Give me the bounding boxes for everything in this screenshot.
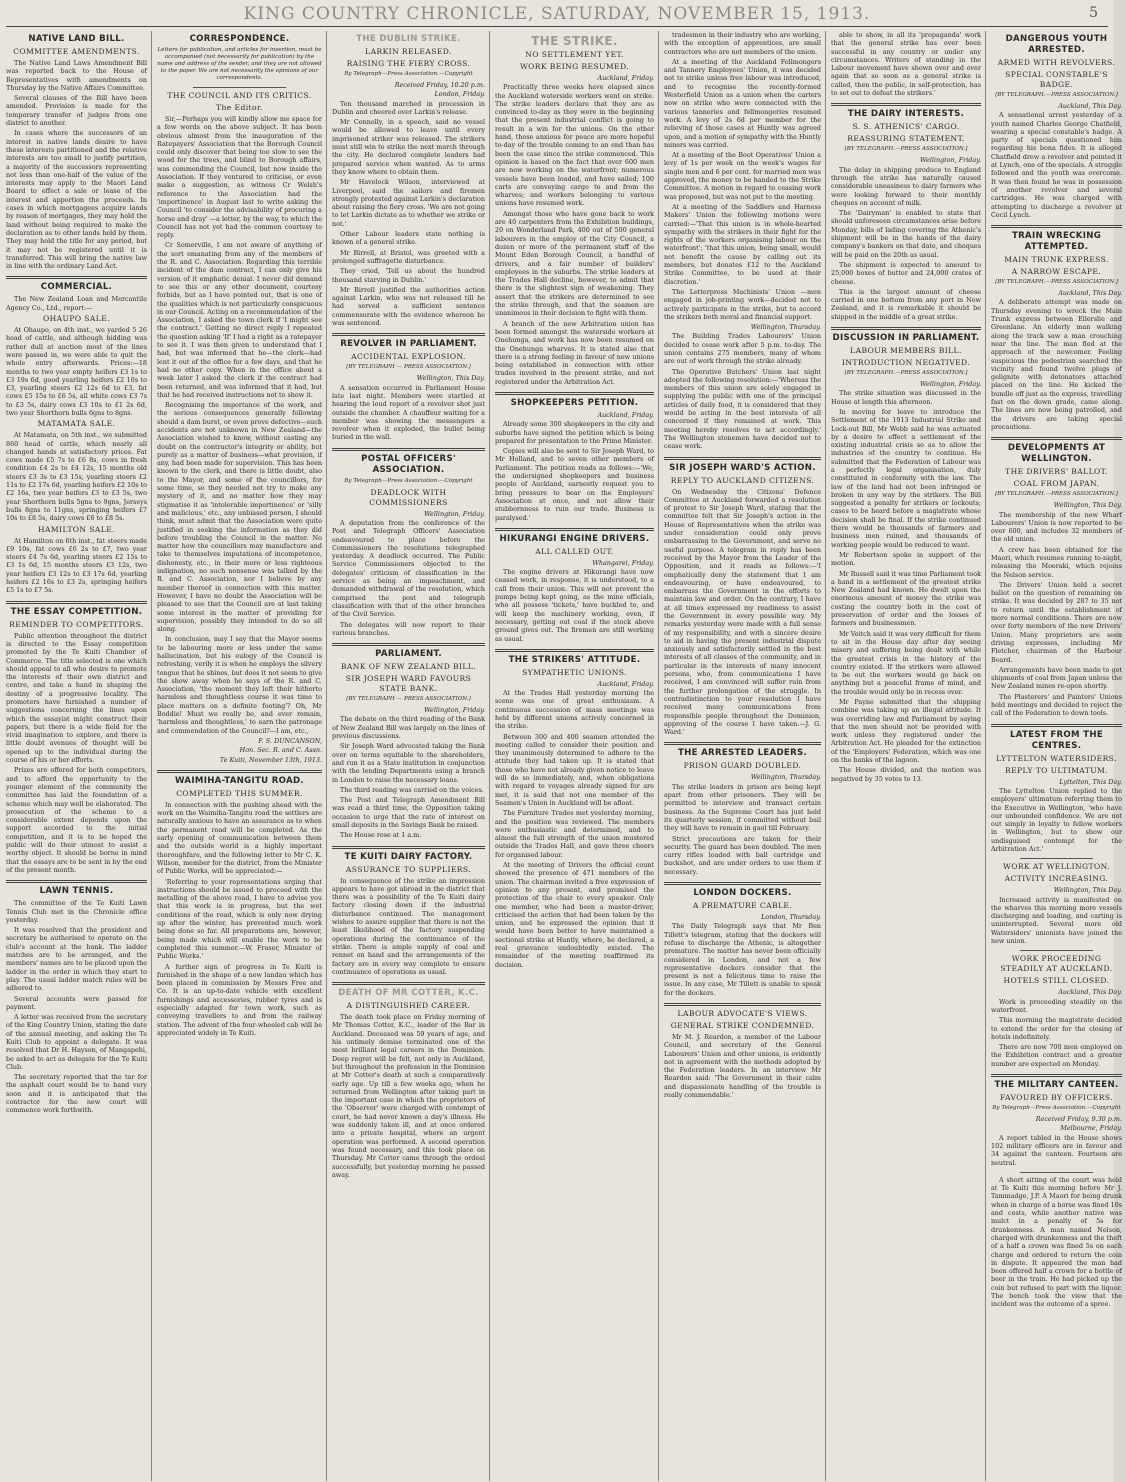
divider [495,392,654,395]
byline: [BY TELEGRAPH.—PRESS ASSOCIATION.] [995,279,1118,286]
divider [664,1003,821,1006]
paragraph: Practically three weeks have elapsed since the Auckland waterside workers went on strike. The strike leaders declare that they are as convinced to-day as they were in the beginning that the present industrial conflict is going to result in a win for the unions. On the other hand, those anxious for peace are more hopeful to-day of the trouble coming to an end than has been the case since the strike commenced. This opinion is based on the fact that over 600 men are now working on the waterfront; numerous vessels have been loaded, and have sailed; 100 carts are conveying cargo to and from the wharves; and workers belonging to various unions have resumed work. [495,83,654,208]
paragraph: Mr Robertson spoke in support of the motion. [831,550,981,568]
headline-train-wrecking: TRAIN WRECKING ATTEMPTED. [1011,231,1102,253]
paragraph: At Hamilton on 6th inst., fat steers made £9 10s, fat cows £6 2s to £7, two year steers £4 7s 6d, yearling steers £2 15s to £3 1s 6d, 15 months steers £3 12s, two year heifers £3 12s to £3 17s 6d, yearling heifers £2 16s to £3 2s, springing heifers £5 1s to £7 5s. [6,536,147,595]
paragraph: Several accounts were passed for payment. [6,994,147,1011]
dateline: Wellington, Thursday. [750,773,821,782]
subhead: THE COUNCIL AND ITS CRITICS. [167,91,312,100]
paragraph: The delay in shipping produce to England through the strike has naturally caused considerable uneasiness to dairy farmers who were looking forward to their monthly cheques on account of milk. [831,165,981,207]
dateline: Wellington, Friday. [424,706,485,715]
divider [495,528,654,531]
paragraph: Mr Birrell justified the authorities action against Larkin, who was not released till he had served a sufficient sentence commensurate with the evidence whereon he was sentenced. [332,285,485,328]
subhead: ACCIDENTAL EXPLOSION. [351,352,466,362]
subhead: SIR JOSEPH WARD FAVOURS STATE BANK. [345,674,472,694]
headline-discussion-parliament: DISCUSSION IN PARLIAMENT. [832,333,980,344]
headline-sir-joseph-ward: SIR JOSEPH WARD'S ACTION. [669,462,816,473]
column-5 [664,31,826,1481]
headline-developments-wellington: DEVELOPMENTS AT WELLINGTON. [1007,443,1106,465]
paragraph: The New Zealand Loan and Mercantile Agency Co., Ltd., report:— [6,295,147,312]
paragraph: The third reading was carried on the voices. [340,785,484,794]
paragraph: Strict precautions are taken for their security. The guard has been doubled. The men carry rifles loaded with ball cartridge and buckshot, and are under orders to use them if necessary. [664,834,821,876]
divider [332,846,485,849]
paragraph: A deliberate attempt was made on Thursday evening to wreck the Main Trunk express between Ellerslie and Greenlane. An elderly man walking along the track saw a man crouching near the line. The man fled at the approach of the newcomer. Feeling suspicious the pedestrian searched the vicinity and found twelve plugs of gelignite with detonators attached placed on the line. He kicked the bundle off just as the express, travelling fast on the down grade, came along. The lines are now being patrolled, and the drivers are taking special precautions. [991,298,1122,431]
subhead: A NARROW ESCAPE. [1011,267,1102,277]
dateline: Wellington, This Day. [416,374,485,383]
headline-the-strike: THE STRIKE. [531,34,618,48]
subhead: LARKIN RELEASED. [365,47,452,56]
paragraph: The 'Dairyman' is enabled to state that should unforeseen circumstances arise before Monday, bills of lading covering the Athenic's shipment will be in the hands of the dairy company's bankers on that date, and cheques will be paid on the 20th as usual. [831,209,981,259]
subhead: MAIN TRUNK EXPRESS. [1004,255,1109,265]
paragraph: At a meeting of the Boot Operatives' Union a levy of 1s per week on the week's wages for single men and 6 per cent. for married men was approved, the money to be handed to the Strike Committee. A motion in regard to ceasing work was proposed, but was not put to the meeting. [664,151,821,201]
subhead: ACTIVITY INCREASING. [1004,874,1109,884]
subhead: DEADLOCK WITH COMMISSIONERS [369,487,448,507]
dateline: Lyttelton, This Day. [1059,777,1122,786]
paragraph: At Ohaupo, on 4th inst., we yarded 5 26 head of cattle, and although bidding was rather dull at auction most of the lines were passed in, we were able to quit the whole entry afterwards. Prices:—18 months to two year empty heifers £3 1s to £3 19s 6d, good yearling heifers £2 10s to £3, yearling steers £2 12s 6d to £3, fat cows £5 15s to £6 5s, all white cows £3 7s to £3 5s, dairy cows £3 10s to £1 2s 6d, two year Shorthorn bulls 6gns to 8gns. [6,326,147,417]
divider [157,770,322,773]
byline: By Telegraph—Press Association.—Copyright [992,1105,1121,1112]
subhead: COAL FROM JAPAN. [1013,479,1100,489]
dateline: Auckland, This Day. [1058,988,1122,997]
subhead: PRISON GUARD DOUBLED. [683,761,802,771]
divider [6,880,147,883]
headline-latest-centres: LATEST FROM THE CENTRES. [1010,729,1103,751]
divider [1020,858,1093,859]
headline-strikers-attitude: THE STRIKERS' ATTITUDE. [508,654,641,665]
paragraph: The engine drivers at Hikurangi have now ceased work, in response, it is understood, to a call from their union. This will not prevent the pumps being kept going, as the mine officials, who all possess 'tickets,' have buckled to, and will keep the machinery working, even, if necessary, getting out coal if the stock above ground gives out. The firemen are still working as usual. [495,568,654,643]
dateline: Auckland, This Day. [1058,289,1122,298]
paragraph: The delegates will now report to their various branches. [332,620,485,637]
paragraph: Work is proceeding steadily on the waterfront. [991,997,1122,1014]
paragraph: The Letterpress Machinists' Union —men engaged in job-printing work—decided not to actively participate in the strike, but to accord the strikers both moral and financial support. [664,287,821,321]
subhead: INTRODUCTION NEGATIVED. [841,358,971,368]
divider [831,327,981,330]
subhead: COMPLETED THIS SUMMER. [176,788,303,798]
paragraph: In moving for leave to introduce the Settlement of the 1913 Industrial Strike and Lock-out Bill, Mr Webb said he was actuated by a desire to effect a settlement of the existing industrial crisis so as to allow the industries of the country to continue. He submitted that the Federation of Labour was a perfectly legal organisation, duly constituted in conformity with the law. The law of the land had not been infringed or broken in any way by the strikers. The Bill suggested a penalty for strikers or lockouts; cases to be heard before a magistrate whose decision shall be final. If the strike continued there would be thousands of farmers and business men ruined, and thousands of working people would be reduced to want. [831,407,981,549]
divider [193,87,285,88]
subhead: THE DRIVERS' BALLOT. [1005,467,1108,477]
paragraph: The strike situation was discussed in the House at length this afternoon. [831,389,981,406]
headline-military-canteen: THE MILITARY CANTEEN. [994,1080,1119,1091]
paragraph: The death took place on Friday morning of Mr Thomas Cotter, K.C., leader of the Bar in Auckland. Deceased was 59 years of age, and his untimely demise terminated one of the most brilliant legal careers in the Dominion. Deep regret will be felt, not only in Auckland, but throughout the profession in the Dominion at Mr Cotter's death at such a comparatively early age. Up till a few weeks ago, when he returned from Wellington after taking part in the important case in which the proprietors of the 'Observer' were charged with contempt of court, he had never known a day's illness. He was suddenly taken ill, and at once ordered into a private hospital, where an urgent operation was performed. A second operation was found necessary, and this took place on Thursday. Mr Cotter came through the ordeal successfully, but yesterday morning he passed away. [332,1013,485,1179]
paragraph: They cried, 'Tell us about the hundred thousand starving in Dublin.' [332,267,485,284]
column-6 [831,31,986,1481]
paragraph: Cr Somerville, I am not aware of anything of the sort emanating from any of the members of the R. and C. Association. Regarding this terrible incident of the dam contract, I can only give his version of it emphatic denial. I never did demand to see this or any other document, courtesy forbids, but as I have pointed out, that is one of the qualities which is not particularly conspicuous in our Council. Acting on a recommendation of the Association, I asked the town clerk if 'I might see the contract.' Getting no direct reply I repeated the question asking 'If' I had a right as a ratepayer to see it. I was then given to understand that I had, but was informed that he—the clerk—had lent it out of the office for a few days, and that he had no other copy. When in the office about a week later I asked the clerk if the contract had been returned, and was informed that it had, but that he had received instructions not to show it. [157,241,322,399]
subhead: A DISTINGUISHED CAREER. [346,1001,471,1011]
paragraph: A report tabled in the House shows 102 military officers are in favour and 34 against the canteen. Fourteen are neutral. [991,1133,1122,1167]
dateline: Auckland, This Day. [1058,102,1122,110]
dateline: Wellington, This Day. [1053,501,1122,510]
paragraph: In conclusion, may I say that the Mayor seems to be labouring more or less under the same hallucination, but his eulogy of the Council is refreshing, verily it is when he employs the silvery tongue that he shines, but does it not seem to give the show away when he says of the R. and C. Association, 'the moment they left their hitherto harmless and thoughtless course it was time to place matters on a definite footing'? Oh, Mr Boddie! Must we really be, and ever remain, 'harmless and thoughtless,' to earn the patronage and commendation of the Council?—I am, etc., [157,635,322,735]
paragraph: Mr Payne submitted that the shipping combine was taking up an illegal attitude. It was overriding law and Parliament by saying that the men should not be provided with work unless they registered under the Arbitration Act. He pleaded for the extinction of the 'Employers' Federation, which was one on the banks of the lagoon. [831,698,981,765]
dateline: London, Friday. [434,90,485,99]
divider [991,225,1122,228]
subhead: S. S. ATHENICS' CARGO. [852,122,960,132]
column-1 [6,31,152,1481]
paragraph: A crew has been obtained for the Maori, which resumes running to-night, releasing the Moeraki, which rejoins the Nelson service. [991,545,1122,579]
subhead: SPECIAL CONSTABLE'S BADGE. [1005,70,1108,89]
paragraph: The membership of the new Wharf Labourers' Union is now reported to be over 600, and includes 32 members of the old union. [991,510,1122,544]
paragraph: Several clauses of the Bill have been amended. Provision is made for the temporary transfer of judges from one district to another. [6,94,147,128]
received-line: Received Friday, 10.20 p.m. [394,81,485,89]
paragraph: This morning the magistrate decided to extend the order for the closing of hotels indefinitely. [991,1016,1122,1041]
paragraph: The committee of the Te Kuiti Lawn Tennis Club met in the Chronicle office yesterday. [6,899,147,924]
subhead: NO SETTLEMENT YET. [525,50,624,59]
subhead: ALL CALLED OUT. [535,546,614,556]
paragraph: The House divided, and the motion was negatived by 35 votes to 13. [831,766,981,783]
subhead: GENERAL STRIKE CONDEMNED. [670,1020,815,1030]
paragraph: The Building Trades Labourers' Union decided to cease work after 5 p.m. to-day. The union contains 275 members, many of whom are out of work through the strike already. [664,332,821,366]
paragraph: In connection with the pushing ahead with the work on the Waimiha-Tangitu road the settlers are naturally anxious to have an assurance as to when the permanent road will be completed. As the early opening of communication between them and the outside world is a highly important thoroughfare, and the following letter to Mr C. K. Wilson, member for the district, from the Minister of Public Works, will be appreciated:— [157,800,322,876]
paragraph: Arrangements have been made to get shipments of coal from Japan unless the New Zealand mines re-open shortly. [991,665,1122,691]
subhead: LABOUR MEMBERS BILL. [850,346,962,356]
paragraph: On Wednesday the Citizens' Defence Committee at Auckland forwarded a resolution of protest to Sir Joseph Ward, stating that the committee felt that Sir Joseph's action in the House of Representatives when the strike was under consideration could only prove embarrassing to the Government, and serve no useful purpose. A telegram in reply has been received by the Mayor from the Leader of the Opposition, and it reads as follows:—'I emphatically deny the statement that I am endeavouring, or have endeavoured, to embarrass the Government in the efforts to maintain law and order. On the contrary, I have at all times expressed my readiness to assist the Government in every possible way. My remarks yesterday were made with a full sense of my responsibility, and with a sincere desire to aid in having the present industrial dispute anxiously and satisfactorily settled in the best interests of all classes of the community, and in particular in the interests of many innocent persons, who, from communications I have received, I am convinced will suffer ruin from the further prolongation of the struggle. In contradistinction to your resolution I have received many communications from responsible people throughout the Dominion, approving of the course I have taken.—J. G. Ward.' [664,487,821,737]
headline-dublin-strike: THE DUBLIN STRIKE. [356,34,461,44]
divider [1020,1172,1093,1173]
subhead: LYTTELTON WATERSIDERS. [996,753,1117,763]
paragraph: The House rose at 1 a.m. [340,831,422,840]
paragraph: A further sign of progress in Te Kuiti is furnished in the shape of a new landau which has been placed in commission by Messrs Free and Co. It is an up-to-date vehicle with excellent furnishings and accessories, rubber tyres and is especially adapted for town work, such as conveying travellers to and from the railway station. The advent of the four-wheeled cab will be appreciated widely in Te Kuiti. [157,962,322,1037]
paragraph: A deputation from the conference of the Post and Telegraph Officers' Association endeavoured to place before the Commissioners the resolutions telegraphed yesterday. A deadlock occurred. The Public Service Commissioners objected to the delegates' criticism of classification in the service as being an impeachment, and demanded withdrawal of the resolution, which comprised the post and telegraph classification with that of the other branches of the Civil Service. [332,518,485,619]
paragraph: A letter was received from the secretary of the King Country Union, stating the date of the annual meeting, and asking the Te Kuiti Club to appoint a delegate. It was resolved that Dr H. Hayson, of Mangapehi, be asked to act as delegate for the Te Kuiti Club. [6,1013,147,1071]
paragraph: Already some 300 shopkeepers in the city and suburbs have signed the petition which is being prepared for presentation to the Prime Minister. [495,420,654,445]
byline: [BY TELEGRAPH — PRESS ASSOCIATION.] [346,696,471,703]
divider [664,742,821,745]
divider [991,724,1122,727]
paragraph: Sir,—Perhaps you will kindly allow me space for a few words on the above subject. It has been obvious almost from the inauguration of the Ratepayers' Association that the Borough Council could only discover that being too slow to see the wood for the trees, and blind to Borough affairs, was commending the Council, but now inside the Association. If they ventured to criticise, or even make a suggestion, as witness Cr Welsh's reference to the Association had the 'impertinence' in August last to write asking the Council 'to consider the advisability of procuring a horse and dray' —a letter, by the way, to which the Council has not yet had the common courtesy to reply. [157,115,322,240]
paragraph: It was resolved that the president and secretary be authorised to operate on the club's account at the bank. The ladder matches are to be arranged, and the members' names are to be placed upon the ladder in the order in which they start to play. The usual ladder match rules will be adhered to. [6,926,147,993]
divider [332,333,485,336]
paragraph: The strike leaders in prison are being kept apart from other prisoners. They will be permitted to interview and transact certain business. As the Supreme Court has just held its quarterly session, if committed without bail they will have to remain in gaol till February. [664,782,821,833]
received-line: Received Friday, 9.30 p.m. [1035,1115,1122,1124]
paragraph: This is the largest amount of cheese carried in one bottom from any port in New Zealand, and it is remarkable it should be shipped in the middle of a great strike. [831,287,981,321]
dateline: Auckland, Friday. [597,410,654,419]
divider [6,276,147,279]
paragraph: Mr M. J. Reardon, a member of the Labour Council, and secretary of the General Labourers' Union and other unions, is evidently not in agreement with the methods adopted by the Federation leaders. In an interview Mr Reardon said: 'The Government in their calm and dispassionate handling of the trouble is really commendable.' [664,1032,821,1100]
paragraph: The Native Land Laws Amendment Bill was reported back to the House of Representatives with amendments on Thursday by the Native Affairs Committee. [6,59,147,92]
dateline: Wellington, Friday. [920,156,981,165]
subhead: REPLY TO AUCKLAND CITIZENS. [670,475,815,485]
byline: [BY TELEGRAPH.—PRESS ASSOCIATION.] [844,146,968,153]
paragraph: Mr Birrell, at Bristol, was greeted with a prolonged suffragette disturbance. [332,248,485,265]
paragraph: The Plasterers' and Painters' Unions held meetings and decided to reject the call of the Federation to down tools. [991,692,1122,718]
paragraph: At a meeting of the Saddlers and Harness Makers' Union the following motions were carried:—'That this union is in whole-hearted sympathy with the strikers in their fight for the rights of the workers organising labour on the waterfront'; 'that this union, being small, would not benefit the cause by calling out its members, but donates £12 to the Auckland Strike Committee, to be used at their discretion.' [664,202,821,286]
byline: By Telegraph—Press Association.—Copyright [344,71,473,77]
dateline: London, Thursday. [761,913,821,922]
subhead: ASSURANCE TO SUPPLIERS. [345,864,472,874]
byline: [BY TELEGRAPH — PRESS ASSOCIATION.] [346,364,471,371]
dateline: Whangarei, Friday. [592,558,654,567]
paragraph: The Post and Telegraph Amendment Bill was read a third time, the Opposition taking occasion to urge that the rate of interest on small deposits in the Savings Bank be raised. [332,796,485,829]
headline-death-cotter: DEATH OF MR COTTER, K.C. [338,988,479,999]
paragraph: Mr Havelock Wilson, interviewed at Liverpool, said the sailors and firemen strongly protested against Larkin's declaration about raising the fiery cross. 'We are not going to let Larkin dictate as to whether we strike or not.' [332,178,485,228]
headline-parliament: PARLIAMENT. [375,649,442,660]
paragraph: The shipment is expected to amount to 25,000 boxes of butter and 24,000 crates of cheese. [831,260,981,286]
letter-date: Te Kuiti, November 13th, 1913. [219,755,322,764]
paragraph: 'Referring to your representations urging that instructions should be issued to proceed with the metalling of the above road, I have to advise you that this work is in progress, but the wet conditions of the road, which is only now drying up after the winter, has prevented much work being done so far. All preparations are, however, being made which will enable the work to be completed this summer.—W. Fraser, Minister of Public Works.' [157,877,322,961]
subhead: COMMITTEE AMENDMENTS. [13,47,140,56]
paragraph: Prizes are offered for both competitors, and to afford the opportunity to the younger element of the community the committee has laid the foundation of a scheme which may well be elaborated. The prosecution of the scheme to a considerable extent depends upon the support accorded to the initial competition, and it is to be hoped the public will do their utmost to assist a worthy object. It should be borne in mind that the essays are to be sent in by the end of the present month. [6,766,147,874]
divider [332,643,485,646]
paragraph: Amongst those who have gone back to work are 40 carpenters from the Exhibition buildings, 20 on Wonderland Park, 400 out of 500 general labourers in the employ of the City Council, a dozen or more of the permanent staff of the Mount Eden Borough Council, a handful of drivers, and a fair number of builders' employees in the suburbs. The strike leaders at the Trades Hall decline, however, to admit that there is the slightest sign of weakening. They assert that the strikers are determined to see the strike through, and that the seamen are unanimous in their decision to fight with them. [495,209,654,318]
divider [991,1074,1122,1077]
subhead: HOTELS STILL CLOSED. [1003,976,1110,986]
subhead: HAMILTON SALE. [38,524,115,534]
paragraph: The Lyttelton Union replied to the employers' ultimatum referring them to the Executive in Wellington, 'who have our unbounded confidence. We are not out simply in loyalty to fellow workers in Wellington, but to show our undisguised contempt for the Arbitration Act.' [991,786,1122,853]
headline-correspondence: CORRESPONDENCE. [189,34,290,44]
divider [6,601,147,604]
column-3 [332,31,490,1481]
headline-essay-competition: THE ESSAY COMPETITION. [10,606,143,617]
masthead [6,4,1108,27]
paragraph: The Drivers' Union held a secret ballot on the question of remaining on strike. It was decided by 287 to 35 not to return until the establishment of more normal conditions. There are now over forty members of the new Drivers' Union. Many proprietors are seen driving expresses, including Mr Fletcher, chairman of the Harbour Board. [991,580,1122,664]
headline-arrested-leaders: THE ARRESTED LEADERS. [677,748,808,759]
subhead: MATAMATA SALE. [37,419,116,429]
subhead: SYMPATHETIC UNIONS. [522,667,627,677]
dateline: Wellington, Friday. [424,509,485,518]
divider [664,882,821,885]
subhead: RAISING THE FIERY CROSS. [346,59,471,68]
paragraph: The Daily Telegraph says that Mr Ben Tillett's telegram, stating that the dockers will refuse to discharge the Athenic, is altogether premature. The matter has never been officially considered in London, and not a few representative dockers consider that the present is not a felicitous time to raise the issue. In any case, Mr Tillett is unable to speak for the dockers. [664,922,821,997]
columns [6,31,1122,1481]
headline-hikurangi: HIKURANGI ENGINE DRIVERS. [499,533,650,544]
paragraph: Mr Russell said it was time Parliament took a hand in a settlement of the greatest strike New Zealand had known. He dwelt upon the enormous amount of money the strike was costing the country both in the cost of preservation of order and the losses of farmers and businessmen. [831,569,981,628]
subhead: WORK AT WELLINGTON. [1003,862,1110,872]
paragraph: In cases where the successors of an interest in native lands desire to have these interests partitioned and the relative interests are too small to justify partition, a majority of the successors representing not less than one-half of the value of the interests may apply to the Maori Land Board to effect a sale or lease of the interest and apportion the proceeds. In cases in which mortgagees acquire lands by reason of mortgages, they may hold the land without being required to make the declaration as to other lands held by them. They may hold the title for any period, but it may not be registered until it is transferred. This will bring the native law in line with the ordinary Land Act. [6,129,147,271]
divider [991,437,1122,440]
byline: [BY TELEGRAPH.—PRESS ASSOCIATION.] [844,370,968,377]
subhead-labour-advocate: LABOUR ADVOCATE'S VIEWS. [677,1008,808,1018]
paragraph: Mr Connolly, in a speech, said no vessel would be allowed to leave until every imprisoned striker was released. The strikers must still win to strike the next march through the city. He declared complete leaders had prepared service when wanted. As to arms they know where to obtain them. [332,118,485,176]
subhead: ARMED WITH REVOLVERS. [997,58,1116,67]
subhead: WORK BEING RESUMED. [519,62,630,71]
signature-title: Hon. Sec. R. and C. Assn. [239,746,322,755]
headline-waimiha-road: WAIMIHA-TANGITU ROAD. [175,775,304,786]
paragraph: Copies will also be sent to Sir Joseph Ward, to Mr Holland, and to seven other members of Parliament. The petition reads as follows:—'We, the undersigned shopkeepers and business people of Auckland, earnestly request you to bring pressure to bear on the Employers' Association at once, and not allow their stubbornness to ruin our trade. Business is paralysed.' [495,447,654,522]
paragraph: Recognising the importance of the work, and the serious consequences generally following should a dam burst, or even prove defective—such accidents are not unknown in New Zealand—the Association wished to know, without casting any doubt on the contractor's integrity or ability, but purely as a matter of business—what provision, if any, had been made for supervision. This has been known to the clerk, and there is little doubt, also to the Mayor, and some of the councillors, for some time, so they needed not try to make any mystery of it, and no matter how they may stigmatise it as 'intolerable impertinence' or 'silly and malicious,' etc., any unbiased person, I should think, must admit that the Association were quite justified in seeking the information as they did before troubling the Council in the matter. No matter how the councillors may manufacture and take to themselves imputations of incompetence, dishonesty, etc., in their more or less righteous indignation, no such nonsense was talked by the R. and C. Association, nor I believe by any member thereof in connection with this matter. However, I have no doubt the Association will be pleased to see that the Council are at last taking some interest in the matter of providing for supervision, possibly they intended to do so all along. [157,401,322,634]
divider [664,457,821,460]
paragraph: Sir Joseph Ward advocated taking the Bank over on terms equitable to the shareholders, and run it as a State institution in conjunction with the lending Departments using a branch in London to raise the necessary loans. [332,742,485,784]
paragraph: A branch of the new Arbitration union has been formed amongst the waterside workers at Onehunga, and work has now been resumed on the Onehunga wharves. It is stated also that there is a strong feeling in favour of new unions being established in connection with other trades involved in the present strike, and not registered under the Arbitration Act. [495,319,654,386]
subhead: OHAUPO SALE. [43,314,110,324]
salutation: The Editor. [216,103,263,112]
paragraph: At the meeting of Drivers the official count showed the presence of 471 members of the union. The chairman invited a free expression of opinion to any present, and promised the protection of the chair to every speaker. Only one member, who had been a master-driver, criticised the action that had been taken by the union, and he expressed the opinion that it would have been better to have maintained a sectional strike at Huntly, where, he declared, a real grievance undoubtedly existed. The remainder of the meeting reaffirmed its decision. [495,861,654,969]
divider [495,649,654,652]
subhead: REMINDER TO COMPETITORS. [9,619,144,629]
paragraph: Public attention throughout the district is directed to the Essay competition promoted by the Te Kuiti Chamber of Commerce. The title selected is one which should appeal to all who desire to promote the interests of their own district and centre, and take a hand in shaping the destiny of a progressive locality. The promoters have furnished a number of suggestions concerning the lines upon which the essayist might construct their papers, but there is a wide field for the vivid imagination to explore, and there is little doubt avenues of thought will be opened up to the individual during the course of his or her efforts. [6,631,147,765]
paragraph: A short sitting of the court was held at Te Kuiti this morning before Mr J. Tammadge, J.P. A Maori for being drunk when in charge of a horse was fined 10s and costs, while another native was mulct in a penalty of 5s for drunkenness. A man named Nelson, charged with drunkenness and the theft of a half a crown was fined 5s on each charge and ordered to return the coin in dispute. It appeared the man had been offered half a crown for a bottle of beer in the train. He had picked up the coin but refused to part with the liquor. The bench took the view that the incident was the outcome of a spree. [991,1175,1122,1309]
paragraph: There are now 700 men employed on the Exhibition contract and a greater number are expected on Monday. [991,1043,1122,1068]
dateline: Auckland, Friday. [597,74,654,82]
paragraph: At a meeting of the Auckland Fellmongers and Tannery Employees' Union, it was decided not to strike unless free labour was introduced, and to recognise the recently-formed Westerfield Union as a union when the carters now on strike who were connected with the various tanneries and fellmongeries resumed work. A levy of 2s 6d per member for the relieving of those cases at Huntly was agreed upon, and a motion of sympathy with the Huntly miners was carried. [664,57,821,149]
paragraph: The Operative Butchers' Union last night adopted the following resolution:—'Whereas the members of this union are solely engaged in supplying the public with one of the principal articles of daily food, it is considered that they would be acting in the best interests of all concerned if they remained at work. This meeting hereby resolves to act accordingly.' The Wellington stonemen have decided not to cease work. [664,367,821,451]
paragraph: Mr Veitch said it was very difficult for them to sit in the House day after day seeing misery and suffering being dealt with while the greatest crisis in the history of the country existed. If the strikers were allowed to be out the workers would go back on anything but a peaceful frame of mind, and the trouble would only be in recess over. [831,629,981,696]
subhead: A PREMATURE CABLE. [692,901,793,911]
headline-native-land-bill: NATIVE LAND BILL. [28,34,125,44]
column-7 [991,31,1126,1481]
divider [831,103,981,106]
paragraph: able to show, in all its 'propaganda' work that the general strike has ever been successful in any country or under any circumstances. Writers of standing in the Labour movement have shown over and over again that so soon as a general strike is called, then the public, in self-protection, has to set out to defeat the strikers.' [831,31,981,98]
paragraph: Other Labour leaders state nothing is known of a general strike. [332,230,485,247]
headline-postal-officers: POSTAL OFFICERS' ASSOCIATION. [361,453,456,475]
dateline: Melbourne, Friday. [1060,1124,1122,1133]
dateline: Auckland, Friday. [597,679,654,688]
paragraph: At the Trades Hall yesterday morning the scene was one of great enthusiasm. A continuous succession of mass meetings was held by different unions actively concerned in the strike. [495,689,654,731]
headline-revolver-parliament: REVOLVER IN PARLIAMENT. [340,339,477,350]
paragraph: The secretary reported that the tar for the asphalt court would be to hand very soon and it is anticipated that the contractor for the new court will commence work forthwith. [6,1073,147,1115]
editorial-note: Letters for publication, and articles for insertion, must be accompanied (not necessarily for publication) by the name and address of the sender, and they are not allowed to the paper. We are not necessarily the opinions of our correspondents. [157,47,322,81]
paragraph: In consequence of the strike an impression appears to have got abroad in the district that there was a possibility of the Te Kuiti dairy factory closing down if the industrial disturbance continued. The management wishes to assure supplier that there is not the least likelihood of the factory suspending operations during the continuance of the strike. There is ample supply of coal and rennet on hand and the arrangements of the factory are in every way complete to ensure continuance of operations as usual. [332,876,485,976]
byline: [BY TELEGRAPH.—PRESS ASSOCIATION.] [995,491,1118,498]
page-number: 5 [1089,5,1098,21]
divider [1020,950,1093,951]
paragraph: The debate on the third reading of the Bank of New Zealand Bill was largely on the lines of previous discussions. [332,715,485,741]
column-4 [495,31,659,1481]
column-2 [157,31,327,1481]
paragraph: tradesmen in their industry who are working, with the exception of apprentices, are small contractors who are not members of the union. [664,31,821,56]
dateline: Wellington, Thursday. [750,323,821,332]
paragraph: The Furniture Trades met yesterday morning, and the position was reviewed. The members were enthusiastic and determined, and to almost the full strength of the union mustered outside the Trades Hall, and gave three cheers for organised labour. [495,809,654,859]
subhead: REASSURING STATEMENT. [847,134,965,144]
paragraph: A sensation occurred in Parliament House late last night. Members were startled at hearing the loud report of a revolver shot just outside the chamber. A chauffeur waiting for a member was showing the messengers a revolver when it exploded, the bullet being buried in the wall. [332,383,485,442]
subhead: REPLY TO ULTIMATUM. [1004,765,1109,775]
signature: F. S. DUNCANSON, [258,736,322,745]
subhead: BANK OF NEW ZEALAND BILL. [340,662,477,672]
paragraph: Between 300 and 400 seamen attended the meeting called to consider their position and they unanimously determined to adhere to the attitude they had taken up. It is stated that those who have not already given notice to leave will do so immediately, and, when obligations with regard to voyages already signed for are met, it is said that not one member of the Seamen's Union in Auckland will be afloat. [495,732,654,807]
headline-dairy-interests: THE DAIRY INTERESTS. [847,109,965,120]
paragraph: Ten thousand marched in procession in Dublin and cheered over Larkin's release. [332,99,485,116]
headline-lawn-tennis: LAWN TENNIS. [39,886,114,897]
byline: [BY TELEGRAPH.—PRESS ASSOCIATION.] [995,92,1118,98]
divider [332,448,485,451]
dateline: Wellington, Friday. [920,380,981,389]
dateline: Wellington, This Day. [1053,886,1122,895]
headline-shopkeepers-petition: SHOPKEEPERS PETITION. [510,397,639,408]
subhead: FAVOURED BY OFFICERS. [1000,1093,1113,1103]
headline-commercial: COMMERCIAL. [40,282,113,293]
divider [332,982,485,985]
paragraph: A sensational arrest yesterday of a youth named Charles George Chatfield, wearing a special constable's badge. A party of specials questioned him regarding his bona fides. It is alleged Chatfield drew a revolver and pointed it at Lynch, one of the specials. A struggle followed and the youth was overcome. It was then found he was in possession of another revolver and several cartridges. He was charged with attempting to discharge a revolver at Cecil Lynch. [991,111,1122,219]
paragraph: At Matamata, on 5th inst., we submitted 860 head of cattle, which nearly all changed hands at satisfactory prices. Fat cows made £5 7s to £6 8s, cows in fresh condition £4 2s to £4 12s, 15 months old steers £3 3s to £3 15s, yearling steers £2 11s to £2 17s 6d, yearling heifers £2 10s to £2 16s, two year heifers £3 to £3 5s, two year Shorthorn bulls 5gns to 9gns, Jerseys bulls 8gns to 11gns, springing heifers £7 10s to £8 5s, dairy cows £6 to £8 5s. [6,431,147,523]
masthead-title: KING COUNTRY CHRONICLE, SATURDAY, NOVEMBER 15, 1913. [243,4,871,24]
headline-dairy-factory: TE KUITI DAIRY FACTORY. [344,851,473,862]
byline: By Telegraph—Press Association.—Copyright [344,477,473,484]
subhead: WORK PROCEEDING STEADILY AT AUCKLAND. [1000,954,1113,974]
headline-london-dockers: LONDON DOCKERS. [693,888,792,899]
headline-dangerous-youth: DANGEROUS YOUTH ARRESTED. [1005,34,1108,55]
paragraph: Increased activity is manifested on the wharves this morning more vessels discharging and loading, and carting is uninterrupted. Several more old Watersiders' unionists have joined the new union. [991,895,1122,946]
